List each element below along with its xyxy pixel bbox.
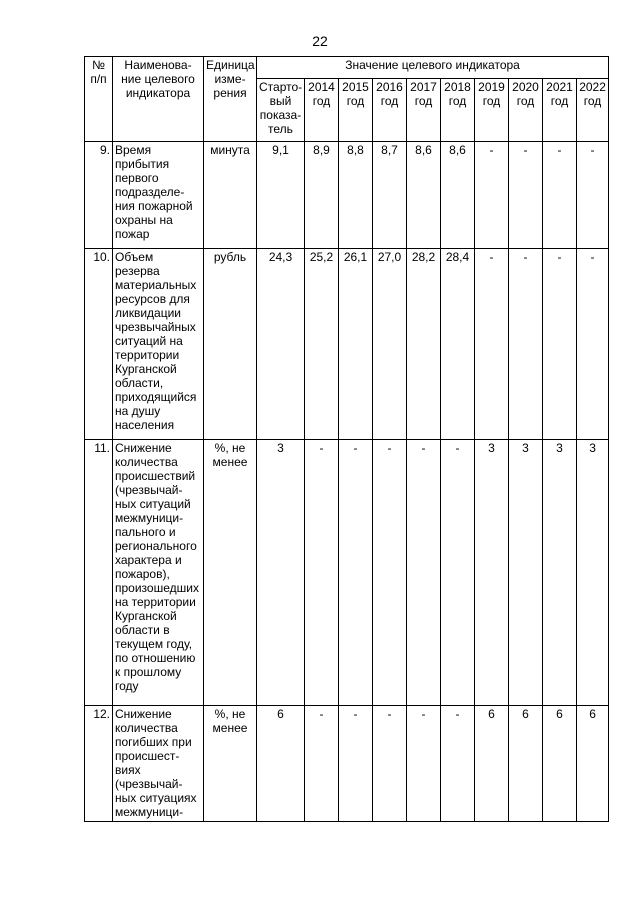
value-cell: -: [509, 249, 543, 440]
value-cell: 26,1: [339, 249, 373, 440]
value-cell: -: [441, 440, 475, 706]
value-cell: -: [339, 706, 373, 822]
header-year: 2022 год: [577, 79, 609, 142]
row-number: 12.: [85, 706, 113, 822]
value-cell: 8,6: [441, 142, 475, 249]
value-cell: -: [509, 142, 543, 249]
value-cell: -: [339, 440, 373, 706]
indicator-name: Снижение количества происшествий (чрезвычай-ных ситуаций межмуници-пального и регионального характера и пожаров), произошедших на территории Курганской области в текущем году, по отношению к прошлому году: [113, 440, 204, 706]
header-year: 2021 год: [543, 79, 577, 142]
row-number: 11.: [85, 440, 113, 706]
header-year: 2014 год: [305, 79, 339, 142]
value-cell: 8,9: [305, 142, 339, 249]
indicator-name: Снижение количества погибших при происшест-виях (чрезвычай-ных ситуациях межмуници-: [113, 706, 204, 822]
value-cell: 6: [543, 706, 577, 822]
unit-cell: минута: [204, 142, 257, 249]
value-cell: 25,2: [305, 249, 339, 440]
value-cell: 8,6: [407, 142, 441, 249]
value-cell: 8,7: [373, 142, 407, 249]
value-cell: 3: [257, 440, 305, 706]
value-cell: -: [373, 706, 407, 822]
value-cell: 27,0: [373, 249, 407, 440]
header-unit: Единица изме-рения: [204, 57, 257, 142]
value-cell: 6: [577, 706, 609, 822]
table-row: [85, 249, 609, 440]
unit-cell: %, не менее: [204, 440, 257, 706]
value-cell: 3: [509, 440, 543, 706]
indicator-name: Объем резерва материальных ресурсов для ликвидации чрезвычайных ситуаций на территории Курганской области, приходящийся на душу населения: [113, 249, 204, 440]
value-cell: -: [407, 706, 441, 822]
unit-cell: рубль: [204, 249, 257, 440]
value-cell: 9,1: [257, 142, 305, 249]
indicator-table: [84, 56, 609, 822]
header-year: 2016 год: [373, 79, 407, 142]
table-row: [85, 142, 609, 249]
value-cell: -: [577, 249, 609, 440]
value-cell: -: [441, 706, 475, 822]
value-cell: 3: [577, 440, 609, 706]
page-number: 22: [312, 33, 328, 49]
unit-cell: %, не менее: [204, 706, 257, 822]
value-cell: 3: [475, 440, 509, 706]
header-year: Старто-вый показа-тель: [257, 79, 305, 142]
header-name: Наименова-ние целевого индикатора: [113, 57, 204, 142]
row-number: 9.: [85, 142, 113, 249]
header-num: № п/п: [85, 57, 113, 142]
value-cell: 28,4: [441, 249, 475, 440]
value-cell: -: [373, 440, 407, 706]
header-value-group: Значение целевого индикатора: [257, 57, 609, 79]
value-cell: 8,8: [339, 142, 373, 249]
table-row: [85, 706, 609, 822]
table-row: [85, 440, 609, 706]
value-cell: -: [577, 142, 609, 249]
value-cell: -: [475, 142, 509, 249]
header-year: 2015 год: [339, 79, 373, 142]
value-cell: 24,3: [257, 249, 305, 440]
header-year: 2019 год: [475, 79, 509, 142]
value-cell: 3: [543, 440, 577, 706]
value-cell: -: [407, 440, 441, 706]
value-cell: 6: [509, 706, 543, 822]
value-cell: -: [305, 440, 339, 706]
value-cell: -: [475, 249, 509, 440]
value-cell: -: [305, 706, 339, 822]
indicator-name: Время прибытия первого подразделе-ния пожарной охраны на пожар: [113, 142, 204, 249]
value-cell: 28,2: [407, 249, 441, 440]
header-year: 2017 год: [407, 79, 441, 142]
value-cell: 6: [475, 706, 509, 822]
row-number: 10.: [85, 249, 113, 440]
header-year: 2018 год: [441, 79, 475, 142]
header-year: 2020 год: [509, 79, 543, 142]
value-cell: -: [543, 249, 577, 440]
value-cell: 6: [257, 706, 305, 822]
value-cell: -: [543, 142, 577, 249]
